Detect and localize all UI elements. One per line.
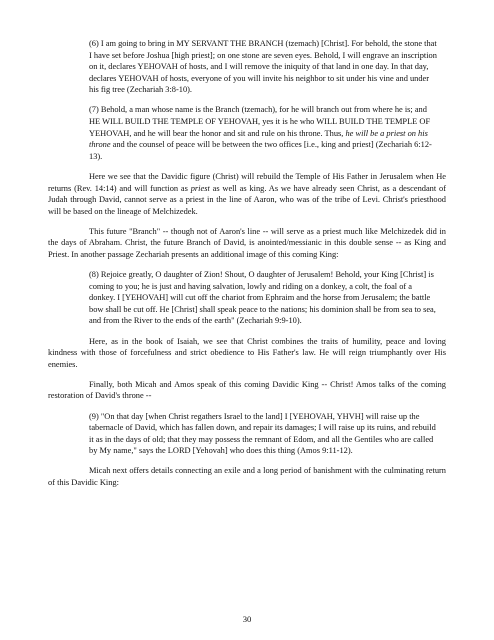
italic-text-segment: he will be a priest on his throne <box>89 128 428 150</box>
text-segment: This future "Branch" -- though not of Aaron's line -- will serve as a priest much like Melchizedek did in the days of Abraham. Christ, the future Branch of David, is anointed/messianic in this double sense -- as King and Priest. In another passage Zechariah presents an additional image of this coming King: <box>48 226 446 259</box>
paragraph-isaiah <box>48 336 446 371</box>
text-segment: as well as king. As we have already seen Christ, as a descendant of Judah through David, cannot serve as a priest in the line of Aaron, who was of the tribe of Levi. Christ's priesthood will be based on the lineage of Melchizedek. <box>48 183 446 216</box>
paragraph-davidic-figure <box>48 171 446 217</box>
text-segment: (9) "On that day [when Christ regathers Israel to the land] I [YEHOVAH, YHVH] will raise up the tabernacle of David, which has fallen down, and repair its damages; I will raise up its ruins, and rebuild it as in the days of old; that they may possess the remnant of Edom, and all the Gentiles who are called by My name," says the LORD [Yehovah] who does this thing (Amos 9:11-12). <box>89 411 436 456</box>
paragraph-future-branch <box>48 226 446 261</box>
document-page <box>48 38 446 497</box>
paragraph-micah-exile <box>48 465 446 488</box>
quote-amos-9 <box>89 411 440 457</box>
quote-zechariah-9 <box>89 269 440 327</box>
text-segment: (7) Behold, a man whose name is the Branch (tzemach), for he will branch out from where he is; and HE WILL BUILD THE TEMPLE OF YEHOVAH, yes it is he who WILL BUILD THE TEMPLE OF YEHOVAH, and he will bear the honor and sit and rule on his throne. Thus, <box>89 105 431 138</box>
text-segment: (6) I am going to bring in MY SERVANT THE BRANCH (tzemach) [Christ]. For behold, the stone that I have set before Joshua [high priest]; on one stone are seven eyes. Behold, I will engrave an inscription on it, declares YEHOVAH of hosts, and I will remove the iniquity of that land in one day. In that day, declares YEHOVAH of hosts, everyone of you will invite his neighbor to sit under his vine and under his fig tree (Zechariah 3:8-10). <box>89 39 437 95</box>
text-segment: Micah next offers details connecting an exile and a long period of banishment with the culminating return of this Davidic King: <box>48 466 446 487</box>
italic-text-segment: priest <box>190 183 210 193</box>
text-segment: (8) Rejoice greatly, O daughter of Zion! Shout, O daughter of Jerusalem! Behold, your King [Christ] is coming to you; he is just and having salvation, lowly and riding on a donkey, a colt, the foal of a donkey. I [YEHOVAH] will cut off the chariot from Ephraim and the horse from Jerusalem; the battle bow shall be cut off. He [Christ] shall speak peace to the nations; his dominion shall be from sea to sea, and from the River to the ends of the earth" (Zechariah 9:9-10). <box>89 270 436 326</box>
text-segment: and the counsel of peace will be between the two offices [i.e., king and priest] (Zechariah 6:12-13). <box>89 140 432 161</box>
quote-zechariah-3 <box>89 38 440 96</box>
text-segment: Finally, both Micah and Amos speak of this coming Davidic King -- Christ! Amos talks of the coming restoration of David's throne -- <box>48 379 446 401</box>
paragraph-micah-amos <box>48 379 446 402</box>
page-number: 30 <box>242 614 252 624</box>
text-segment: Here, as in the book of Isaiah, we see that Christ combines the traits of humility, peace and loving kindness with those of forcefulness and strict obedience to His Father's law. He will reign triumphantly over His enemies. <box>48 336 446 369</box>
quote-zechariah-6 <box>89 104 440 162</box>
text-segment: Here we see that the Davidic figure (Christ) will rebuild the Temple of His Father in Jerusalem when He returns (Rev. 14:14) and will function as <box>48 171 446 193</box>
